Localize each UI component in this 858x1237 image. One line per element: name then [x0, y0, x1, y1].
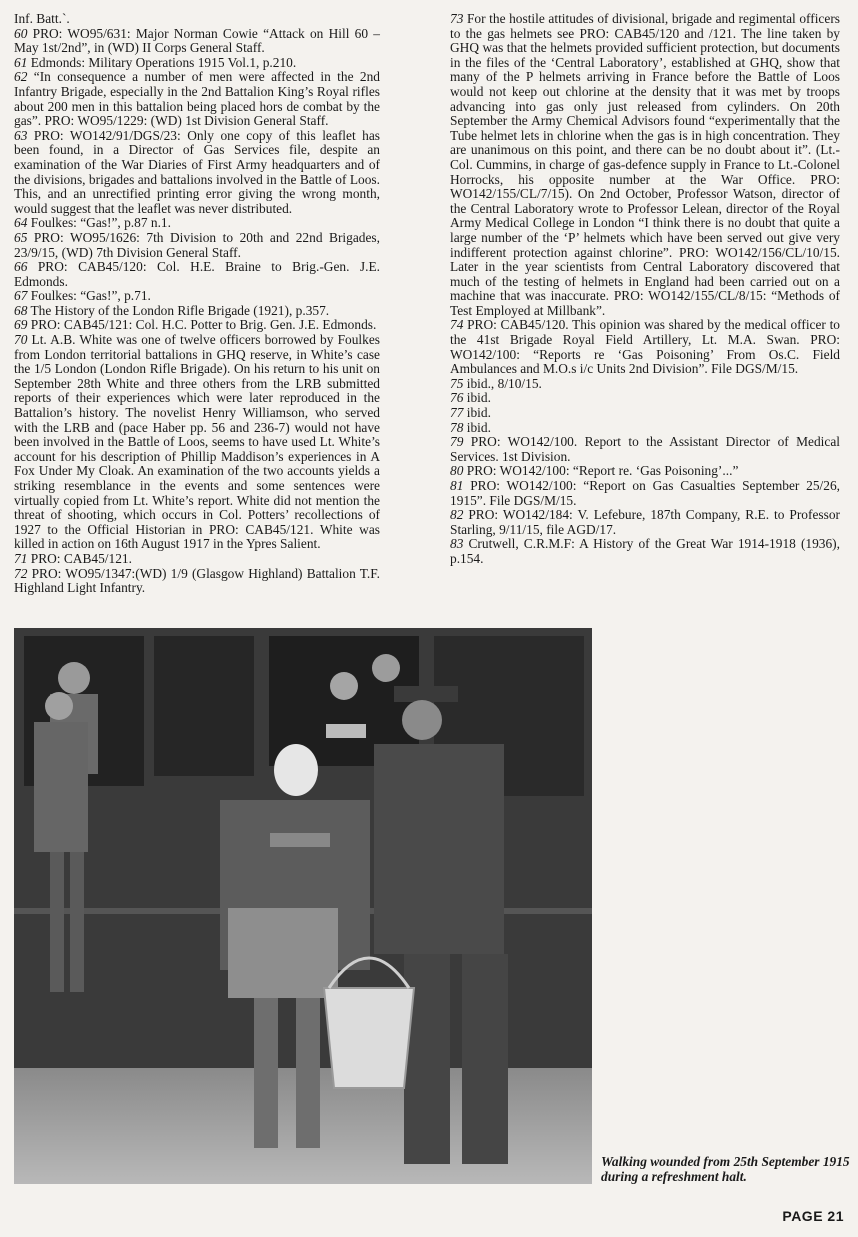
footnote-61 [14, 56, 380, 71]
photo-caption: Walking wounded from 25th September 1915 during a refreshment halt. [601, 1154, 850, 1184]
footnote-number: 74 [450, 317, 464, 333]
footnote-text: PRO: WO142/100: “Report on Gas Casualties September 25/26, 1915”. File DGS/M/15. [450, 478, 841, 508]
footnote-80 [450, 464, 840, 479]
footnote-number: 66 [14, 259, 28, 275]
footnote-number: 65 [14, 229, 28, 245]
page-number: PAGE 21 [782, 1208, 844, 1224]
footnote-text: Inf. Batt.`. [14, 11, 70, 26]
footnote-76 [450, 391, 840, 406]
footnote-60 [14, 27, 380, 56]
footnote-number: 77 [450, 405, 464, 421]
footnote-number: 70 [14, 332, 28, 348]
footnote-text: ibid. [466, 390, 491, 406]
footnote-text: Edmonds: Military Operations 1915 Vol.1, p.210. [30, 54, 297, 70]
footnote-number: 71 [14, 550, 28, 566]
footnote-number: 67 [14, 288, 28, 304]
footnote-number: 63 [14, 127, 28, 143]
footnote-number: 64 [14, 215, 28, 231]
footnote-text: Foulkes: “Gas!”, p.87 n.1. [30, 215, 171, 231]
footnote-text: PRO: WO142/100: “Report re. ‘Gas Poisoning’...” [466, 463, 739, 479]
footnote-81 [450, 479, 840, 508]
footnote-number: 72 [14, 565, 28, 581]
footnote-67 [14, 289, 380, 304]
footnote-text: ibid. [466, 419, 491, 435]
footnote-number: 76 [450, 390, 464, 406]
footnote-cont [14, 12, 380, 27]
footnote-number: 69 [14, 317, 28, 333]
footnote-text: PRO: WO95/631: Major Norman Cowie “Attack on Hill 60 – May 1st/2nd”, in (WD) II Corps General Staff. [14, 25, 380, 56]
footnote-text: ibid., 8/10/15. [466, 375, 542, 391]
footnote-text: ibid. [466, 405, 491, 421]
footnote-66 [14, 260, 380, 289]
footnote-text: PRO: CAB45/120: Col. H.E. Braine to Brig.-Gen. J.E. Edmonds. [14, 259, 380, 289]
footnote-number: 61 [14, 54, 28, 70]
footnote-number: 83 [450, 536, 464, 552]
footnote-text: PRO: WO95/1347:(WD) 1/9 (Glasgow Highland) Battalion T.F. Highland Light Infantry. [14, 565, 380, 596]
footnote-text: PRO: WO142/184: V. Lefebure, 187th Company, R.E. to Professor Starling, 9/11/15, file AGD/17. [450, 507, 840, 537]
footnote-text: PRO: WO142/91/DGS/23: Only one copy of this leaflet has been found, in a Director of Gas Services file, despite an examination of the War Diaries of First Army headquarters and of the divisions, brigades and battalions involved in the Battle of Loos. This, and an unrectified printing error giving the wrong month, would suggest that the leaflet was never distributed. [14, 127, 380, 216]
footnote-number: 60 [14, 25, 28, 41]
footnote-71 [14, 552, 380, 567]
historical-photograph [14, 628, 592, 1184]
footnote-75 [450, 377, 840, 392]
footnote-70 [14, 333, 380, 552]
footnote-text: Foulkes: “Gas!”, p.71. [30, 288, 151, 304]
footnote-78 [450, 421, 840, 436]
photo-illustration [14, 628, 592, 1184]
footnote-72 [14, 567, 380, 596]
footnote-text: PRO: WO95/1626: 7th Division to 20th and 22nd Brigades, 23/9/15, (WD) 7th Division General Staff. [14, 229, 380, 260]
footnote-63 [14, 129, 380, 217]
footnote-text: PRO: CAB45/120. This opinion was shared by the medical officer to the 41st Brigade Royal Field Artillery, Lt. M.A. Swan. PRO: WO142/100: “Reports re ‘Gas Poisoning’ From Os.C. Field Ambulances and M.O.s i/c Units 2nd Division”. File DGS/M/15. [450, 317, 840, 377]
footnote-74 [450, 318, 840, 376]
footnote-62 [14, 70, 380, 128]
footnote-83 [450, 537, 840, 566]
footnote-number: 62 [14, 69, 28, 85]
footnote-number: 73 [450, 11, 464, 26]
footnote-number: 68 [14, 302, 28, 318]
footnote-text: PRO: WO142/100. Report to the Assistant Director of Medical Services. 1st Division. [450, 434, 840, 464]
footnote-number: 82 [450, 507, 464, 523]
footnote-number: 79 [450, 434, 464, 450]
footnote-number: 75 [450, 375, 464, 391]
footnote-65 [14, 231, 380, 260]
footnote-text: PRO: CAB45/121. [30, 550, 132, 566]
footnotes-left-column [14, 12, 380, 596]
footnote-text: For the hostile attitudes of divisional, brigade and regimental officers to the gas helmets see PRO: CAB45/120 and /121. The line taken by GHQ was that the helmets provided sufficient protection, but documents in the files of the ‘Central Laboratory’, established at GHQ, show that many of the P helmets arriving in France before the Battle of Loos would not keep out chlorine at the density that it was met by troops advancing into gas only just released from cylinders. On 20th September the Army Chemical Advisors found “experimentally that the Tube helmet lets in chlorine when the gas is in high concentration. They are unanimous on this point, and there can be no doubt about it”. (Lt.-Col. Cummins, in charge of gas-defence supply in France to Lt.-Colonel Horrocks, his opposite number at the War Office. PRO: WO142/155/CL/7/15). On 2nd October, Professor Watson, director of the Central Laboratory wrote to Professor Lelean, director of the Royal Army Medical College in London “I think there is no doubt that quite a large number of the ‘P’ helmets which have been served out give very indifferent protection against chlorine”. PRO: WO142/156/CL/10/15. Later in the year scientists from Central Laboratory discovered that much of the testing of helmets in England had been carried out on a machine that was inaccurate. PRO: WO142/155/CL/8/15: “Methods of Test Employed at Millbank”. [450, 11, 840, 318]
footnote-68 [14, 304, 380, 319]
footnote-73 [450, 12, 840, 318]
footnote-text: The History of the London Rifle Brigade (1921), p.357. [30, 302, 330, 318]
footnote-77 [450, 406, 840, 421]
footnotes-right-column [450, 12, 840, 567]
footnote-text: PRO: CAB45/121: Col. H.C. Potter to Brig. Gen. J.E. Edmonds. [30, 317, 377, 333]
footnote-82 [450, 508, 840, 537]
footnote-69 [14, 318, 380, 333]
footnote-text: Crutwell, C.R.M.F: A History of the Great War 1914-1918 (1936), p.154. [450, 536, 840, 566]
footnote-text: “In consequence a number of men were affected in the 2nd Infantry Brigade, especially in the 2nd Battalion King’s Royal rifles about 200 men in this battalion being placed hors de combat by the gas”. PRO: WO95/1229: (WD) 1st Division General Staff. [14, 69, 380, 129]
footnote-79 [450, 435, 840, 464]
footnote-number: 81 [450, 478, 464, 493]
footnote-text: Lt. A.B. White was one of twelve officers borrowed by Foulkes from London territorial battalions in GHQ reserve, in White’s case the 1/5 London (London Rifle Brigade). On his return to his unit on September 28th White and three others from the LRB submitted reports of their experiences which were later reproduced in the Battalion’s history. The novelist Henry Williamson, who served with the LRB and (pace Haber pp. 56 and 236-7) would not have been involved in the Battle of Loos, seems to have used Lt. White’s account for his description of Phillip Maddison’s experiences in A Fox Under My Cloak. An examination of the two accounts yields a striking resemblance in the events and some sentences were virtually copied from Lt. White’s report. White did not mention the threat of shooting, which occurs in Col. Potters’ recollections of 1927 to the Official Historian in PRO: CAB45/121. White was killed in action on 16th August 1917 in the Ypres Salient. [14, 332, 380, 552]
footnote-number: 80 [450, 463, 464, 479]
footnote-64 [14, 216, 380, 231]
footnote-number: 78 [450, 419, 464, 435]
